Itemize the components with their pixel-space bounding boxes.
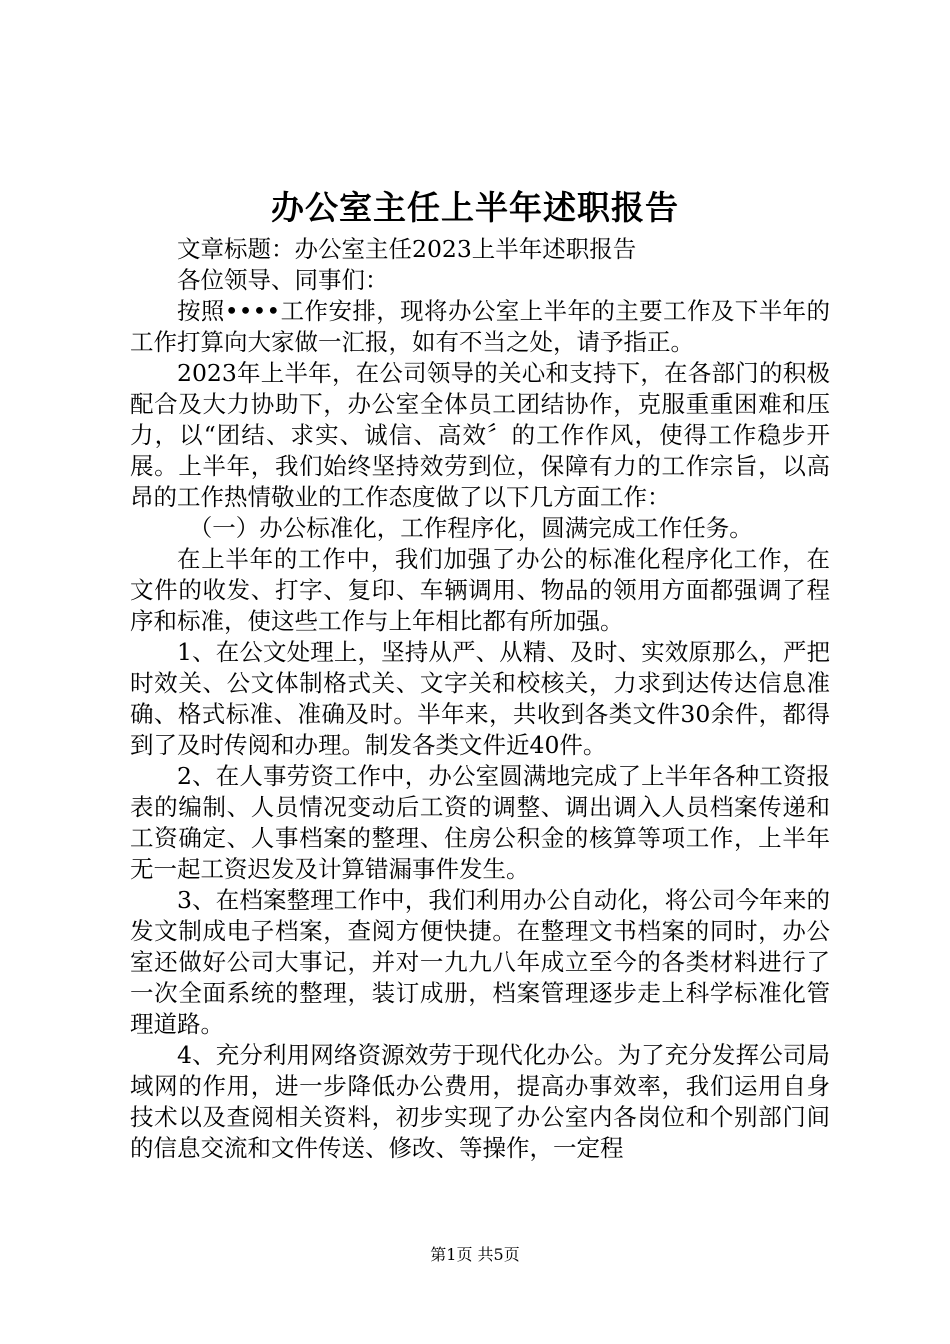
paragraph-item-1: 1、在公文处理上，坚持从严、从精、及时、实效原那么，严把时效关、公文体制格式关、文字关和校核关，力求到达传达信息准确、格式标准、准确及时。半年来，共收到各类文件30余件，都得到了及时传阅和办理。制发各类文件近40件。 <box>130 638 830 759</box>
paragraph-item-3: 3、在档案整理工作中，我们利用办公自动化，将公司今年来的发文制成电子档案，查阅方便快捷。在整理文书档案的同时，办公室还做好公司大事记，并对一九九八年成立至今的各类材料进行了一次全面系统的整理，装订成册，档案管理逐步走上科学标准化管理道路。 <box>130 886 830 1038</box>
document-body <box>130 234 830 1164</box>
salutation: 各位领导、同事们： <box>177 266 389 294</box>
paragraph-item-4: 4、充分利用网络资源效劳于现代化办公。为了充分发挥公司局域网的作用，进一步降低办公费用，提高办事效率，我们运用自身技术以及查阅相关资料，初步实现了办公室内各岗位和个别部门间的信息交流和文件传送、修改、等操作，一定程 <box>130 1041 830 1162</box>
article-title-line: 文章标题：办公室主任2023上半年述职报告 <box>177 235 637 263</box>
paragraph-item-2: 2、在人事劳资工作中，办公室圆满地完成了上半年各种工资报表的编制、人员情况变动后工资的调整、调出调入人员档案传递和工资确定、人事档案的整理、住房公积金的核算等项工作，上半年无一起工资迟发及计算错漏事件发生。 <box>130 762 830 883</box>
section-heading-1: （一）办公标准化，工作程序化，圆满完成工作任务。 <box>188 514 753 542</box>
paragraph-standardization: 在上半年的工作中，我们加强了办公的标准化程序化工作，在文件的收发、打字、复印、车辆调用、物品的领用方面都强调了程序和标准，使这些工作与上年相比都有所加强。 <box>130 545 830 635</box>
paragraph-overview: 2023年上半年，在公司领导的关心和支持下，在各部门的积极配合及大力协助下，办公室全体员工团结协作，克服重重困难和压力，以“团结、求实、诚信、高效〞的工作作风，使得工作稳步开展。上半年，我们始终坚持效劳到位，保障有力的工作宗旨，以高昂的工作热情敬业的工作态度做了以下几方面工作： <box>130 359 830 511</box>
page-footer: 第1页 共5页 <box>430 1245 520 1264</box>
document-title: 办公室主任上半年述职报告 <box>271 188 679 227</box>
paragraph-intro: 按照••••工作安排，现将办公室上半年的主要工作及下半年的工作打算向大家做一汇报，如有不当之处，请予指正。 <box>130 297 830 356</box>
